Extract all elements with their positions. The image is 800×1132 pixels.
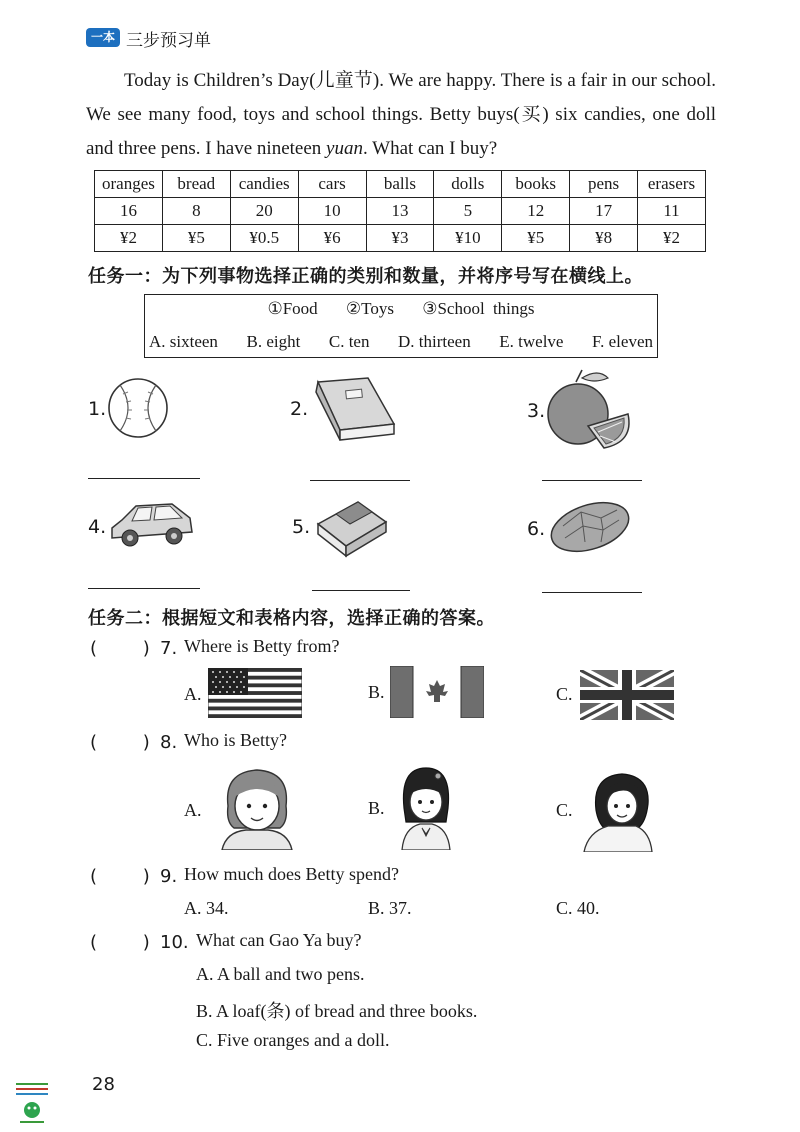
cell-item: dolls — [434, 171, 502, 198]
question-number-7: 7. — [160, 638, 178, 659]
category-toys: ②Toys — [345, 299, 394, 318]
q10-choice-c: C. Five oranges and a doll. — [196, 1030, 390, 1050]
answer-bracket-8[interactable]: ( ) — [90, 732, 150, 753]
baseball-icon — [106, 376, 170, 440]
page-number: 28 — [92, 1074, 115, 1095]
task2-title: 任务二：根据短文和表格内容，选择正确的答案。 — [88, 608, 495, 629]
cell-quantity: 16 — [95, 198, 163, 225]
cell-price: ¥0.5 — [230, 225, 298, 252]
girl-b-icon — [394, 764, 458, 850]
publisher-logo-icon — [10, 1080, 54, 1126]
cell-quantity: 12 — [502, 198, 570, 225]
q9-choice-b: B. 37. — [368, 898, 412, 918]
quantity-option-f: F. eleven — [592, 332, 653, 351]
q10-choice-b: B. A loaf(条) of bread and three books. — [196, 1001, 478, 1021]
page-header-title: 三步预习单 — [126, 31, 211, 51]
question-9-text: How much does Betty spend? — [184, 864, 399, 884]
cell-item: cars — [298, 171, 366, 198]
q8-choice-a-label: A. — [184, 800, 202, 820]
answer-line-5[interactable] — [312, 590, 410, 591]
cell-price: ¥6 — [298, 225, 366, 252]
q7-choice-a-label: A. — [184, 684, 202, 704]
eraser-icon — [312, 498, 392, 560]
answer-bracket-10[interactable]: ( ) — [90, 932, 150, 953]
answer-line-2[interactable] — [310, 480, 410, 481]
passage-yuan: yuan — [326, 138, 363, 159]
table-row-items — [95, 171, 706, 198]
item-number-1: 1. — [88, 398, 107, 420]
q7-choice-c-label: C. — [556, 684, 573, 704]
cell-price: ¥5 — [162, 225, 230, 252]
question-7-text: Where is Betty from? — [184, 636, 340, 656]
item-number-3: 3. — [527, 400, 546, 422]
quantity-option-a: A. sixteen — [149, 332, 218, 351]
uk-flag-icon — [580, 670, 674, 720]
bread-icon — [547, 496, 633, 558]
cell-price: ¥3 — [366, 225, 434, 252]
usa-flag-icon — [208, 668, 302, 718]
girl-a-icon — [214, 766, 300, 850]
cell-item: pens — [570, 171, 638, 198]
canada-flag-icon — [390, 666, 484, 718]
cell-quantity: 20 — [230, 198, 298, 225]
item-number-2: 2. — [290, 398, 309, 420]
answer-bracket-7[interactable]: ( ) — [90, 638, 150, 659]
q9-choice-a: A. 34. — [184, 898, 229, 918]
q8-choice-c-label: C. — [556, 800, 573, 820]
girl-c-icon — [580, 770, 656, 852]
answer-line-4[interactable] — [88, 588, 200, 589]
q9-choice-c: C. 40. — [556, 898, 600, 918]
reading-passage — [86, 64, 716, 166]
book-icon — [310, 376, 396, 446]
cell-quantity: 17 — [570, 198, 638, 225]
cell-quantity: 5 — [434, 198, 502, 225]
answer-bracket-9[interactable]: ( ) — [90, 866, 150, 887]
passage-text-1: Today is Children’s Day(儿童节). We are happy. There is a fair in our school. We see many food, toys and school things. Betty buys(买) six candies, one doll and three pens. I have nineteen — [86, 70, 716, 159]
question-number-9: 9. — [160, 866, 178, 887]
table-row-quantities — [95, 198, 706, 225]
q7-choice-b-label: B. — [368, 682, 385, 702]
question-number-8: 8. — [160, 732, 178, 753]
question-number-10: 10. — [160, 932, 189, 953]
quantity-option-e: E. twelve — [499, 332, 564, 351]
cell-price: ¥8 — [570, 225, 638, 252]
task1-title: 任务一：为下列事物选择正确的类别和数量，并将序号写在横线上。 — [88, 266, 643, 287]
item-number-5: 5. — [292, 516, 311, 538]
cell-price: ¥10 — [434, 225, 502, 252]
cell-price: ¥2 — [638, 225, 706, 252]
question-10-text: What can Gao Ya buy? — [196, 930, 362, 950]
answer-line-1[interactable] — [88, 478, 200, 479]
cell-item: erasers — [638, 171, 706, 198]
quantity-options — [149, 332, 653, 352]
category-food: ①Food — [267, 299, 318, 318]
cell-quantity: 10 — [298, 198, 366, 225]
price-table — [94, 170, 706, 252]
item-number-6: 6. — [527, 518, 546, 540]
cell-quantity: 13 — [366, 198, 434, 225]
cell-item: balls — [366, 171, 434, 198]
cell-item: bread — [162, 171, 230, 198]
item-number-4: 4. — [88, 516, 107, 538]
question-8-text: Who is Betty? — [184, 730, 287, 750]
answer-line-6[interactable] — [542, 592, 642, 593]
cell-item: books — [502, 171, 570, 198]
table-row-prices — [95, 225, 706, 252]
orange-icon — [546, 368, 636, 454]
cell-quantity: 11 — [638, 198, 706, 225]
passage-text-2: . What can I buy? — [362, 138, 498, 159]
category-school-things: ③School things — [422, 299, 535, 318]
cell-item: oranges — [95, 171, 163, 198]
cell-price: ¥5 — [502, 225, 570, 252]
cell-item: candies — [230, 171, 298, 198]
cell-quantity: 8 — [162, 198, 230, 225]
quantity-option-c: C. ten — [328, 332, 370, 351]
category-options — [145, 299, 657, 319]
toy-car-icon — [106, 498, 196, 550]
options-box — [144, 294, 658, 358]
q10-choice-a: A. A ball and two pens. — [196, 964, 365, 984]
cell-price: ¥2 — [95, 225, 163, 252]
quantity-option-d: D. thirteen — [398, 332, 471, 351]
answer-line-3[interactable] — [542, 480, 642, 481]
quantity-option-b: B. eight — [246, 332, 301, 351]
brand-badge: 一本 — [86, 28, 120, 47]
q8-choice-b-label: B. — [368, 798, 385, 818]
